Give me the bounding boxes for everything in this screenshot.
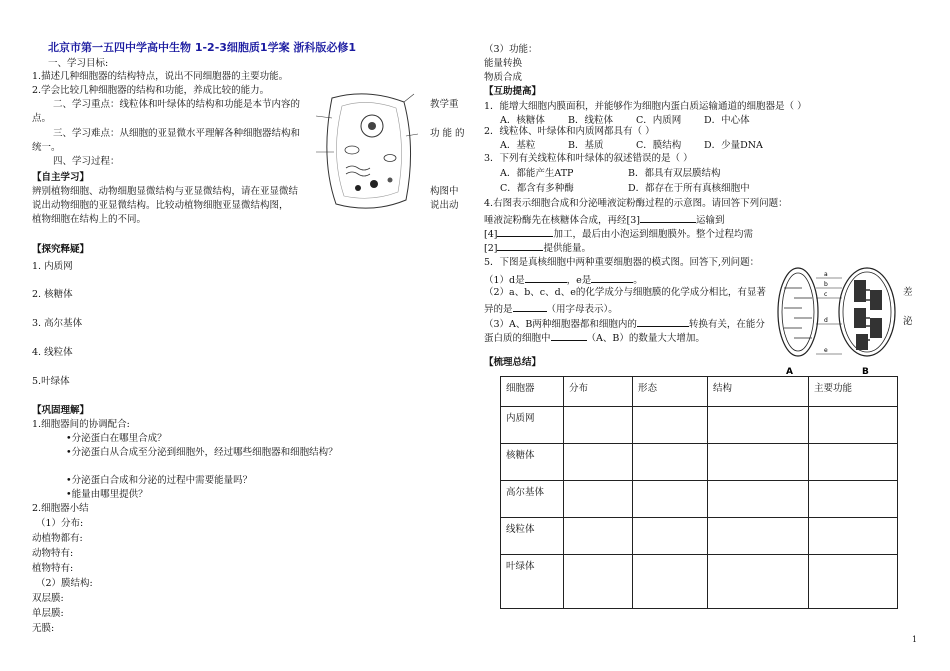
q2-option-c: C．膜结构 <box>636 140 682 151</box>
label-B: B <box>862 367 869 376</box>
consolidate-bullet: •分泌蛋白在哪里合成？ <box>66 433 167 444</box>
key-point-text: 二、学习重点：线粒体和叶绿体的结构和功能是本节内容的 <box>53 99 301 110</box>
table-row-label: 叶绿体 <box>501 555 564 609</box>
key-point-side: 教学重 <box>430 99 459 110</box>
function-item: 物质合成 <box>484 72 523 83</box>
table-header-row <box>501 377 898 407</box>
table-cell[interactable] <box>708 555 809 609</box>
self-study-heading: 【自主学习】 <box>32 172 90 183</box>
q5-text: 蛋白质的细胞中 <box>484 333 551 344</box>
function-item: 能量转换 <box>484 58 523 69</box>
table-row <box>501 555 898 609</box>
table-header-cell: 分布 <box>564 377 633 407</box>
q1-option-c: C．内质网 <box>636 115 682 126</box>
q4-text: 加工，最后由小泡运到细胞膜外。整个过程均需 <box>553 229 753 240</box>
question-4-line <box>484 240 591 255</box>
difficulty-text: 三、学习难点：从细胞的亚显微水平理解各种细胞器结构和 <box>53 128 301 139</box>
question-5-line: （2）a、b、c、d、e的化学成分与细胞膜的化学成分相比，有显著 <box>484 287 766 298</box>
q5-text: （3）A、B两种细胞器都和细胞内的 <box>484 319 637 330</box>
label-b: b <box>824 281 828 288</box>
membrane-item: 单层膜: <box>32 608 64 619</box>
consolidate-q2: 2.细胞器小结 <box>32 503 89 514</box>
q5-text: （用字母表示）。 <box>546 304 618 315</box>
consolidate-bullet: •分泌蛋白从合成至分泌到细胞外，经过哪些细胞器和细胞结构？ <box>66 447 338 458</box>
table-cell[interactable] <box>564 518 633 555</box>
distribution-item: 植物特有: <box>32 563 74 574</box>
objective-item: 1.描述几种细胞器的结构特点，说出不同细胞器的主要功能。 <box>32 71 289 82</box>
explore-item: 5.叶绿体 <box>32 376 70 387</box>
animal-cell-diagram <box>312 88 422 220</box>
question-4-line <box>484 226 753 241</box>
key-point-text-end: 点。 <box>32 113 52 124</box>
table-cell[interactable] <box>633 555 708 609</box>
self-study-line: 辨别植物细胞、动物细胞显微结构与亚显微结构，请在亚显微结 <box>32 186 299 197</box>
q5-text: （1）d是 <box>484 275 525 286</box>
table-row-label: 内质网 <box>501 407 564 444</box>
q4-blank-3[interactable] <box>640 212 696 223</box>
page-number: 1 <box>912 635 918 644</box>
membrane-item: 双层膜: <box>32 593 64 604</box>
table-cell[interactable] <box>633 518 708 555</box>
table-header-cell: 结构 <box>708 377 809 407</box>
distribution-item: 动植物都有: <box>32 533 83 544</box>
membrane-heading: （2）膜结构: <box>36 578 93 589</box>
consolidate-bullet: •分泌蛋白合成和分泌的过程中需要能量吗？ <box>66 475 253 486</box>
explore-item: 4. 线粒体 <box>32 347 73 358</box>
table-cell[interactable] <box>633 444 708 481</box>
process-heading: 四、学习过程： <box>53 156 120 167</box>
label-c: c <box>824 291 828 298</box>
table-cell[interactable] <box>633 407 708 444</box>
self-study-line-side: 构图中 <box>430 186 459 197</box>
summary-table <box>500 376 898 609</box>
table-cell[interactable] <box>809 444 898 481</box>
table-cell[interactable] <box>809 481 898 518</box>
difficulty-side: 功 能 的 <box>430 128 465 139</box>
question-4: 4.右图表示细胞合成和分泌唾液淀粉酶过程的示意图。请回答下列问题： <box>484 198 788 209</box>
explore-heading: 【探究释疑】 <box>32 244 90 255</box>
explore-item: 3. 高尔基体 <box>32 318 83 329</box>
table-row <box>501 407 898 444</box>
question-1: 1．能增大细胞内膜面积，并能够作为细胞内蛋白质运输通道的细胞器是（ ） <box>484 101 807 112</box>
label-e: e <box>824 347 828 354</box>
table-row-label: 核糖体 <box>501 444 564 481</box>
self-study-line: 说出动物细胞的亚显微结构。比较动植物细胞亚显微结构图， <box>32 200 289 211</box>
table-cell[interactable] <box>564 555 633 609</box>
q1-option-d: D．中心体 <box>704 115 750 126</box>
table-row-label: 线粒体 <box>501 518 564 555</box>
question-5-line <box>484 330 705 345</box>
label-A: A <box>786 367 793 376</box>
objective-item: 2.学会比较几种细胞器的结构和功能，养成比较的能力。 <box>32 85 270 96</box>
q3-option-b: B．都具有双层膜结构 <box>628 168 721 179</box>
question-5: 5．下图是真核细胞中两种重要细胞器的模式图。回答下,列问题： <box>484 257 760 268</box>
question-5-line <box>484 316 765 331</box>
q1-option-a: A．核糖体 <box>500 115 545 126</box>
q4-text: [2] <box>484 243 498 254</box>
q4-text: 提供能量。 <box>543 243 591 254</box>
consolidate-bullet: •能量由哪里提供？ <box>66 489 148 500</box>
table-cell[interactable] <box>708 481 809 518</box>
table-cell[interactable] <box>564 407 633 444</box>
table-cell[interactable] <box>708 444 809 481</box>
question-2: 2．线粒体、叶绿体和内质网都具有（ ） <box>484 126 655 137</box>
table-header-cell: 形态 <box>633 377 708 407</box>
q5-text: ，e是 <box>566 275 592 286</box>
table-row <box>501 444 898 481</box>
q4-text: 运输到 <box>695 215 725 226</box>
q5-blank-diff[interactable] <box>513 301 547 312</box>
question-5-line <box>484 272 643 287</box>
q3-option-d: D．都存在于所有真核细胞中 <box>628 183 750 194</box>
membrane-item: 无膜: <box>32 623 55 634</box>
improve-heading: 【互助提高】 <box>484 86 542 97</box>
q5-blank-ab[interactable] <box>551 330 587 341</box>
question-4-line <box>484 212 724 227</box>
q4-text: 唾液淀粉酶先在核糖体合成，再经[3] <box>484 215 640 226</box>
q5-text: 异的是 <box>484 304 513 315</box>
question-5-line-side: 泌 <box>903 316 913 327</box>
function-heading: （3）功能： <box>484 44 538 55</box>
label-a: a <box>824 271 828 278</box>
table-row-label: 高尔基体 <box>501 481 564 518</box>
q5-blank-energy[interactable] <box>637 316 689 327</box>
q4-text: [4] <box>484 229 498 240</box>
table-row <box>501 481 898 518</box>
question-5-line <box>484 301 618 316</box>
table-header-cell: 细胞器 <box>501 377 564 407</box>
table-cell[interactable] <box>708 518 809 555</box>
self-study-line-side: 说出动 <box>430 200 459 211</box>
table-cell[interactable] <box>708 407 809 444</box>
q2-option-d: D．少量DNA <box>704 140 763 151</box>
organelle-diagram <box>772 262 902 376</box>
distribution-heading: （1）分布: <box>36 518 84 529</box>
table-cell[interactable] <box>564 444 633 481</box>
q1-option-b: B．线粒体 <box>568 115 613 126</box>
distribution-item: 动物特有: <box>32 548 74 559</box>
consolidate-heading: 【巩固理解】 <box>32 405 90 416</box>
consolidate-q1: 1.细胞器间的协调配合: <box>32 419 130 430</box>
table-cell[interactable] <box>809 518 898 555</box>
page-title: 北京市第一五四中学高中生物 1-2-3细胞质1学案 浙科版必修1 <box>48 41 357 54</box>
q5-blank-d[interactable] <box>525 272 567 283</box>
q4-blank-2[interactable] <box>497 240 543 251</box>
q3-option-c: C．都含有多种酶 <box>500 183 574 194</box>
q3-option-a: A．都能产生ATP <box>500 168 574 179</box>
q5-text: （A、B）的数量大大增加。 <box>586 333 705 344</box>
question-3: 3．下列有关线粒体和叶绿体的叙述错误的是（ ） <box>484 153 693 164</box>
label-d: d <box>824 317 828 324</box>
question-5-line-side: 差 <box>903 287 913 298</box>
table-cell[interactable] <box>564 481 633 518</box>
table-cell[interactable] <box>809 555 898 609</box>
q4-blank-4[interactable] <box>497 226 553 237</box>
self-study-line: 植物细胞在结构上的不同。 <box>32 214 147 225</box>
q5-text: 。 <box>633 275 643 286</box>
table-row <box>501 518 898 555</box>
q2-option-a: A．基粒 <box>500 140 536 151</box>
objectives-heading: 一、学习目标: <box>48 58 109 69</box>
q2-option-b: B．基质 <box>568 140 604 151</box>
difficulty-text-end: 统一。 <box>32 142 61 153</box>
q5-text: 转换有关，在能分 <box>688 319 765 330</box>
explore-item: 2. 核糖体 <box>32 289 73 300</box>
table-cell[interactable] <box>633 481 708 518</box>
table-cell[interactable] <box>809 407 898 444</box>
q5-blank-e[interactable] <box>591 272 633 283</box>
table-header-cell: 主要功能 <box>809 377 898 407</box>
explore-item: 1. 内质网 <box>32 261 73 272</box>
summary-heading: 【梳理总结】 <box>484 357 542 368</box>
